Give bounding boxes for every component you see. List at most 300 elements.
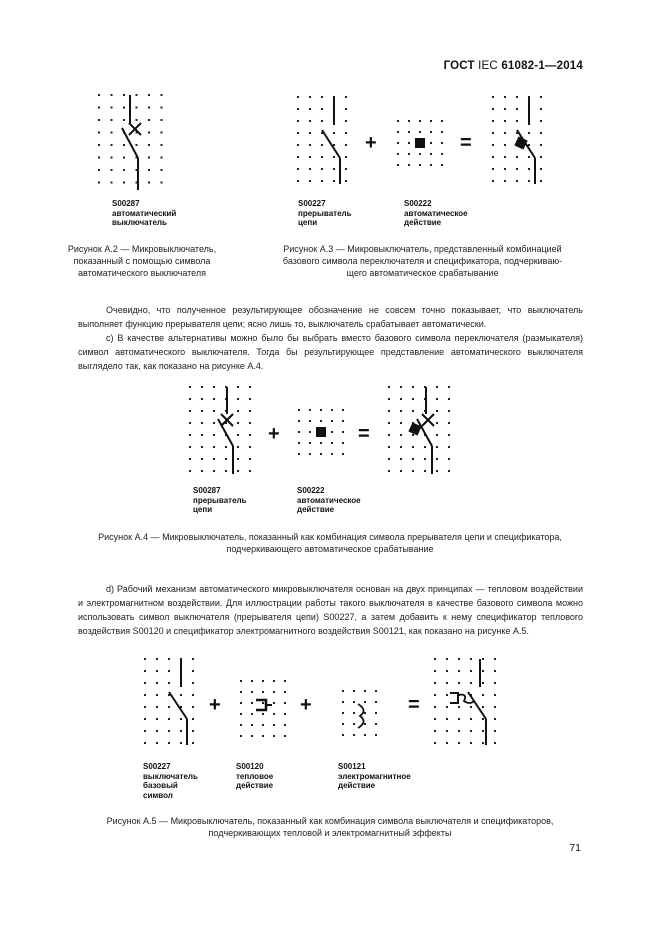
- grid-dot: [201, 386, 203, 388]
- grid-dot: [470, 670, 472, 672]
- grid-dot: [412, 410, 414, 412]
- grid-dot: [168, 706, 170, 708]
- figure-a3-specifier-symbol: [395, 118, 447, 170]
- grid-dot: [144, 718, 146, 720]
- grid-dot: [434, 694, 436, 696]
- figure-a4-plus: +: [268, 423, 280, 445]
- grid-dot: [342, 453, 344, 455]
- grid-dot: [434, 706, 436, 708]
- grid-dot: [353, 701, 355, 703]
- grid-dot: [251, 691, 253, 693]
- grid-dot: [333, 168, 335, 170]
- grid-dot: [540, 108, 542, 110]
- grid-dot: [225, 458, 227, 460]
- grid-dot: [494, 742, 496, 744]
- document-header: [444, 60, 583, 72]
- grid-dot: [309, 442, 311, 444]
- figure-a4-result-symbol: [386, 382, 456, 482]
- grid-dot: [144, 706, 146, 708]
- grid-dot: [111, 132, 113, 134]
- grid-dot: [189, 398, 191, 400]
- grid-dot: [262, 691, 264, 693]
- grid-dot: [342, 420, 344, 422]
- grid-dot: [504, 120, 506, 122]
- grid-dot: [168, 658, 170, 660]
- grid-dot: [470, 706, 472, 708]
- grid-dot: [492, 120, 494, 122]
- grid-dot: [400, 434, 402, 436]
- grid-dot: [408, 120, 410, 122]
- grid-dot: [156, 718, 158, 720]
- grid-dot: [144, 730, 146, 732]
- grid-dot: [375, 690, 377, 692]
- grid-dot: [213, 410, 215, 412]
- grid-dot: [98, 182, 100, 184]
- grid-dot: [297, 108, 299, 110]
- grid-dot: [180, 694, 182, 696]
- grid-dot: [388, 434, 390, 436]
- grid-dot: [161, 182, 163, 184]
- header-gost: ГОСТ: [443, 60, 475, 72]
- grid-dot: [441, 131, 443, 133]
- grid-dot: [189, 470, 191, 472]
- grid-dot: [98, 157, 100, 159]
- grid-dot: [192, 694, 194, 696]
- grid-dot: [424, 470, 426, 472]
- grid-dot: [342, 431, 344, 433]
- grid-dot: [492, 144, 494, 146]
- grid-dot: [397, 164, 399, 166]
- figure-a2-symbol: [95, 90, 165, 200]
- grid-dot: [353, 690, 355, 692]
- grid-dot: [201, 410, 203, 412]
- grid-dot: [123, 157, 125, 159]
- grid-dot: [458, 742, 460, 744]
- grid-dot: [297, 156, 299, 158]
- grid-dot: [98, 119, 100, 121]
- grid-dot: [156, 658, 158, 660]
- grid-dot: [345, 180, 347, 182]
- grid-dot: [345, 144, 347, 146]
- grid-dot: [342, 701, 344, 703]
- grid-dot: [309, 453, 311, 455]
- grid-dot: [412, 470, 414, 472]
- grid-dot: [388, 446, 390, 448]
- grid-dot: [492, 132, 494, 134]
- grid-dot: [192, 718, 194, 720]
- grid-dot: [448, 434, 450, 436]
- grid-dot: [237, 470, 239, 472]
- grid-dot: [237, 458, 239, 460]
- grid-dot: [528, 144, 530, 146]
- grid-dot: [320, 420, 322, 422]
- grid-dot: [364, 723, 366, 725]
- grid-dot: [408, 142, 410, 144]
- grid-dot: [309, 96, 311, 98]
- grid-dot: [342, 712, 344, 714]
- grid-dot: [345, 108, 347, 110]
- grid-dot: [321, 96, 323, 98]
- figure-a3-caption: Рисунок A.3 — Микровыключатель, представленный комбинацией базового символа переключателя и спецификатора, подчеркиваю- щего автоматическое срабатывание: [282, 244, 563, 278]
- grid-dot: [192, 658, 194, 660]
- grid-dot: [123, 94, 125, 96]
- grid-dot: [298, 409, 300, 411]
- figure-a3-equals: =: [460, 132, 472, 154]
- grid-dot: [249, 470, 251, 472]
- figure-a2-label: S00287 автоматический выключатель: [112, 199, 177, 227]
- grid-dot: [111, 107, 113, 109]
- grid-dot: [161, 107, 163, 109]
- grid-dot: [470, 718, 472, 720]
- figure-a5-label-2: S00120 тепловое действие: [236, 762, 274, 790]
- figure-a3-switch-symbol: [295, 92, 355, 192]
- grid-dot: [492, 156, 494, 158]
- grid-dot: [123, 107, 125, 109]
- figure-a5-electromagnetic-symbol: [340, 688, 384, 742]
- grid-dot: [434, 718, 436, 720]
- figure-a5-result-symbol: [432, 655, 502, 755]
- grid-dot: [504, 180, 506, 182]
- grid-dot: [504, 96, 506, 98]
- grid-dot: [448, 386, 450, 388]
- grid-dot: [144, 658, 146, 660]
- grid-dot: [494, 694, 496, 696]
- grid-dot: [412, 434, 414, 436]
- grid-dot: [494, 658, 496, 660]
- grid-dot: [213, 470, 215, 472]
- grid-dot: [98, 94, 100, 96]
- grid-dot: [168, 730, 170, 732]
- grid-dot: [156, 706, 158, 708]
- grid-dot: [284, 702, 286, 704]
- grid-dot: [251, 724, 253, 726]
- grid-dot: [320, 453, 322, 455]
- grid-dot: [482, 670, 484, 672]
- grid-dot: [482, 742, 484, 744]
- figure-a5-thermal-symbol: [238, 678, 290, 742]
- grid-dot: [364, 690, 366, 692]
- grid-dot: [161, 157, 163, 159]
- grid-dot: [446, 730, 448, 732]
- grid-dot: [375, 734, 377, 736]
- grid-dot: [494, 718, 496, 720]
- grid-dot: [482, 658, 484, 660]
- grid-dot: [494, 730, 496, 732]
- grid-dot: [309, 409, 311, 411]
- grid-dot: [192, 730, 194, 732]
- figure-a2-code: S00287: [112, 199, 140, 208]
- grid-dot: [540, 168, 542, 170]
- figure-a4-breaker-symbol: [187, 382, 257, 482]
- grid-dot: [458, 682, 460, 684]
- grid-dot: [321, 168, 323, 170]
- grid-dot: [161, 119, 163, 121]
- grid-dot: [249, 422, 251, 424]
- grid-dot: [342, 690, 344, 692]
- grid-dot: [273, 713, 275, 715]
- grid-dot: [237, 446, 239, 448]
- grid-dot: [98, 132, 100, 134]
- grid-dot: [298, 442, 300, 444]
- grid-dot: [213, 422, 215, 424]
- grid-dot: [240, 724, 242, 726]
- grid-dot: [111, 182, 113, 184]
- grid-dot: [111, 144, 113, 146]
- grid-dot: [321, 120, 323, 122]
- grid-dot: [249, 398, 251, 400]
- grid-dot: [516, 168, 518, 170]
- grid-dot: [180, 742, 182, 744]
- figure-a5-plus-2: +: [300, 694, 312, 716]
- grid-dot: [136, 144, 138, 146]
- grid-dot: [436, 470, 438, 472]
- grid-dot: [161, 94, 163, 96]
- grid-dot: [470, 682, 472, 684]
- grid-dot: [237, 410, 239, 412]
- grid-dot: [251, 713, 253, 715]
- grid-dot: [148, 119, 150, 121]
- figure-a4-label-2: S00222 автоматическое действие: [297, 486, 361, 514]
- grid-dot: [309, 180, 311, 182]
- grid-dot: [309, 144, 311, 146]
- grid-dot: [504, 108, 506, 110]
- grid-dot: [446, 694, 448, 696]
- grid-dot: [436, 398, 438, 400]
- grid-dot: [201, 470, 203, 472]
- grid-dot: [482, 706, 484, 708]
- grid-dot: [412, 458, 414, 460]
- grid-dot: [345, 168, 347, 170]
- grid-dot: [111, 157, 113, 159]
- figure-a4-equals: =: [358, 423, 370, 445]
- grid-dot: [504, 132, 506, 134]
- grid-dot: [156, 730, 158, 732]
- grid-dot: [331, 420, 333, 422]
- grid-dot: [419, 164, 421, 166]
- grid-dot: [331, 442, 333, 444]
- grid-dot: [364, 734, 366, 736]
- grid-dot: [448, 398, 450, 400]
- grid-dot: [111, 169, 113, 171]
- grid-dot: [148, 169, 150, 171]
- grid-dot: [225, 470, 227, 472]
- grid-dot: [408, 164, 410, 166]
- grid-dot: [528, 132, 530, 134]
- grid-dot: [397, 120, 399, 122]
- grid-dot: [470, 742, 472, 744]
- grid-dot: [111, 119, 113, 121]
- grid-dot: [342, 734, 344, 736]
- grid-dot: [298, 453, 300, 455]
- grid-dot: [213, 434, 215, 436]
- grid-dot: [201, 446, 203, 448]
- figure-a5-switch-symbol: [142, 655, 202, 755]
- grid-dot: [441, 142, 443, 144]
- grid-dot: [516, 120, 518, 122]
- grid-dot: [434, 682, 436, 684]
- grid-dot: [262, 735, 264, 737]
- grid-dot: [516, 96, 518, 98]
- grid-dot: [189, 410, 191, 412]
- grid-dot: [516, 108, 518, 110]
- grid-dot: [400, 410, 402, 412]
- grid-dot: [98, 107, 100, 109]
- grid-dot: [189, 386, 191, 388]
- grid-dot: [424, 446, 426, 448]
- grid-dot: [540, 144, 542, 146]
- grid-dot: [441, 153, 443, 155]
- grid-dot: [213, 446, 215, 448]
- grid-dot: [240, 713, 242, 715]
- grid-dot: [446, 718, 448, 720]
- grid-dot: [123, 144, 125, 146]
- grid-dot: [321, 144, 323, 146]
- grid-dot: [412, 398, 414, 400]
- grid-dot: [297, 180, 299, 182]
- grid-dot: [345, 156, 347, 158]
- grid-dot: [400, 446, 402, 448]
- grid-dot: [297, 120, 299, 122]
- grid-dot: [448, 410, 450, 412]
- grid-dot: [201, 434, 203, 436]
- grid-dot: [192, 682, 194, 684]
- grid-dot: [298, 420, 300, 422]
- grid-dot: [448, 458, 450, 460]
- grid-dot: [436, 458, 438, 460]
- grid-dot: [298, 431, 300, 433]
- grid-dot: [364, 701, 366, 703]
- figure-a3-label-2: S00222 автоматическое действие: [404, 199, 468, 227]
- grid-dot: [213, 386, 215, 388]
- grid-dot: [492, 168, 494, 170]
- grid-dot: [419, 120, 421, 122]
- grid-dot: [540, 96, 542, 98]
- paragraph-3: d) Рабочий механизм автоматического микровыключателя основан на двух принципах — тепловом воздействии и электромагнитном воздействии. Для иллюстрации работы такого выключателя в качестве базового символа можно использовать символ выключателя (прерывателя цепи) S00227, а затем добавить к нему спецификатор теплового воздействия S00120 и спецификатор электромагнитного воздействия S00121, как показано на рисунке A.5.: [78, 584, 583, 636]
- grid-dot: [353, 723, 355, 725]
- grid-dot: [388, 410, 390, 412]
- grid-dot: [148, 144, 150, 146]
- grid-dot: [492, 180, 494, 182]
- grid-dot: [434, 670, 436, 672]
- grid-dot: [309, 108, 311, 110]
- grid-dot: [375, 701, 377, 703]
- grid-dot: [237, 398, 239, 400]
- grid-dot: [331, 431, 333, 433]
- grid-dot: [400, 422, 402, 424]
- grid-dot: [249, 434, 251, 436]
- header-iec: IEC: [478, 60, 498, 72]
- grid-dot: [400, 458, 402, 460]
- grid-dot: [321, 156, 323, 158]
- grid-dot: [504, 156, 506, 158]
- grid-dot: [192, 706, 194, 708]
- grid-dot: [168, 742, 170, 744]
- grid-dot: [504, 144, 506, 146]
- grid-dot: [284, 735, 286, 737]
- grid-dot: [528, 156, 530, 158]
- grid-dot: [408, 131, 410, 133]
- figure-a4-label-1: S00287 прерыватель цепи: [193, 486, 247, 514]
- grid-dot: [408, 153, 410, 155]
- grid-dot: [189, 446, 191, 448]
- grid-dot: [470, 730, 472, 732]
- grid-dot: [284, 691, 286, 693]
- grid-dot: [98, 144, 100, 146]
- grid-dot: [123, 182, 125, 184]
- grid-dot: [148, 132, 150, 134]
- grid-dot: [458, 706, 460, 708]
- grid-dot: [161, 169, 163, 171]
- grid-dot: [388, 386, 390, 388]
- grid-dot: [262, 713, 264, 715]
- grid-dot: [458, 670, 460, 672]
- grid-dot: [273, 691, 275, 693]
- grid-dot: [333, 156, 335, 158]
- figure-a3-plus: +: [365, 132, 377, 154]
- grid-dot: [240, 680, 242, 682]
- grid-dot: [482, 682, 484, 684]
- grid-dot: [436, 422, 438, 424]
- grid-dot: [284, 680, 286, 682]
- grid-dot: [353, 734, 355, 736]
- grid-dot: [400, 386, 402, 388]
- grid-dot: [492, 108, 494, 110]
- grid-dot: [136, 119, 138, 121]
- grid-dot: [192, 670, 194, 672]
- grid-dot: [345, 120, 347, 122]
- grid-dot: [448, 446, 450, 448]
- grid-dot: [249, 386, 251, 388]
- grid-dot: [436, 446, 438, 448]
- grid-dot: [273, 735, 275, 737]
- grid-dot: [446, 682, 448, 684]
- grid-dot: [168, 682, 170, 684]
- grid-dot: [320, 442, 322, 444]
- grid-dot: [446, 658, 448, 660]
- figure-a2-caption: Рисунок A.2 — Микровыключатель, показанный с помощью символа автоматического выключателя: [67, 244, 217, 278]
- grid-dot: [516, 156, 518, 158]
- grid-dot: [309, 168, 311, 170]
- grid-dot: [458, 718, 460, 720]
- grid-dot: [201, 458, 203, 460]
- grid-dot: [448, 470, 450, 472]
- grid-dot: [251, 702, 253, 704]
- grid-dot: [388, 422, 390, 424]
- grid-dot: [436, 410, 438, 412]
- grid-dot: [284, 713, 286, 715]
- grid-dot: [161, 144, 163, 146]
- grid-dot: [434, 742, 436, 744]
- grid-dot: [309, 156, 311, 158]
- grid-dot: [201, 422, 203, 424]
- grid-dot: [458, 658, 460, 660]
- grid-dot: [482, 718, 484, 720]
- grid-dot: [189, 434, 191, 436]
- grid-dot: [388, 398, 390, 400]
- grid-dot: [201, 398, 203, 400]
- grid-dot: [240, 702, 242, 704]
- grid-dot: [148, 182, 150, 184]
- grid-dot: [262, 702, 264, 704]
- header-number: 61082-1—2014: [501, 60, 583, 72]
- grid-dot: [144, 742, 146, 744]
- grid-dot: [240, 735, 242, 737]
- grid-dot: [388, 470, 390, 472]
- grid-dot: [123, 169, 125, 171]
- grid-dot: [412, 446, 414, 448]
- grid-dot: [225, 446, 227, 448]
- grid-dot: [161, 132, 163, 134]
